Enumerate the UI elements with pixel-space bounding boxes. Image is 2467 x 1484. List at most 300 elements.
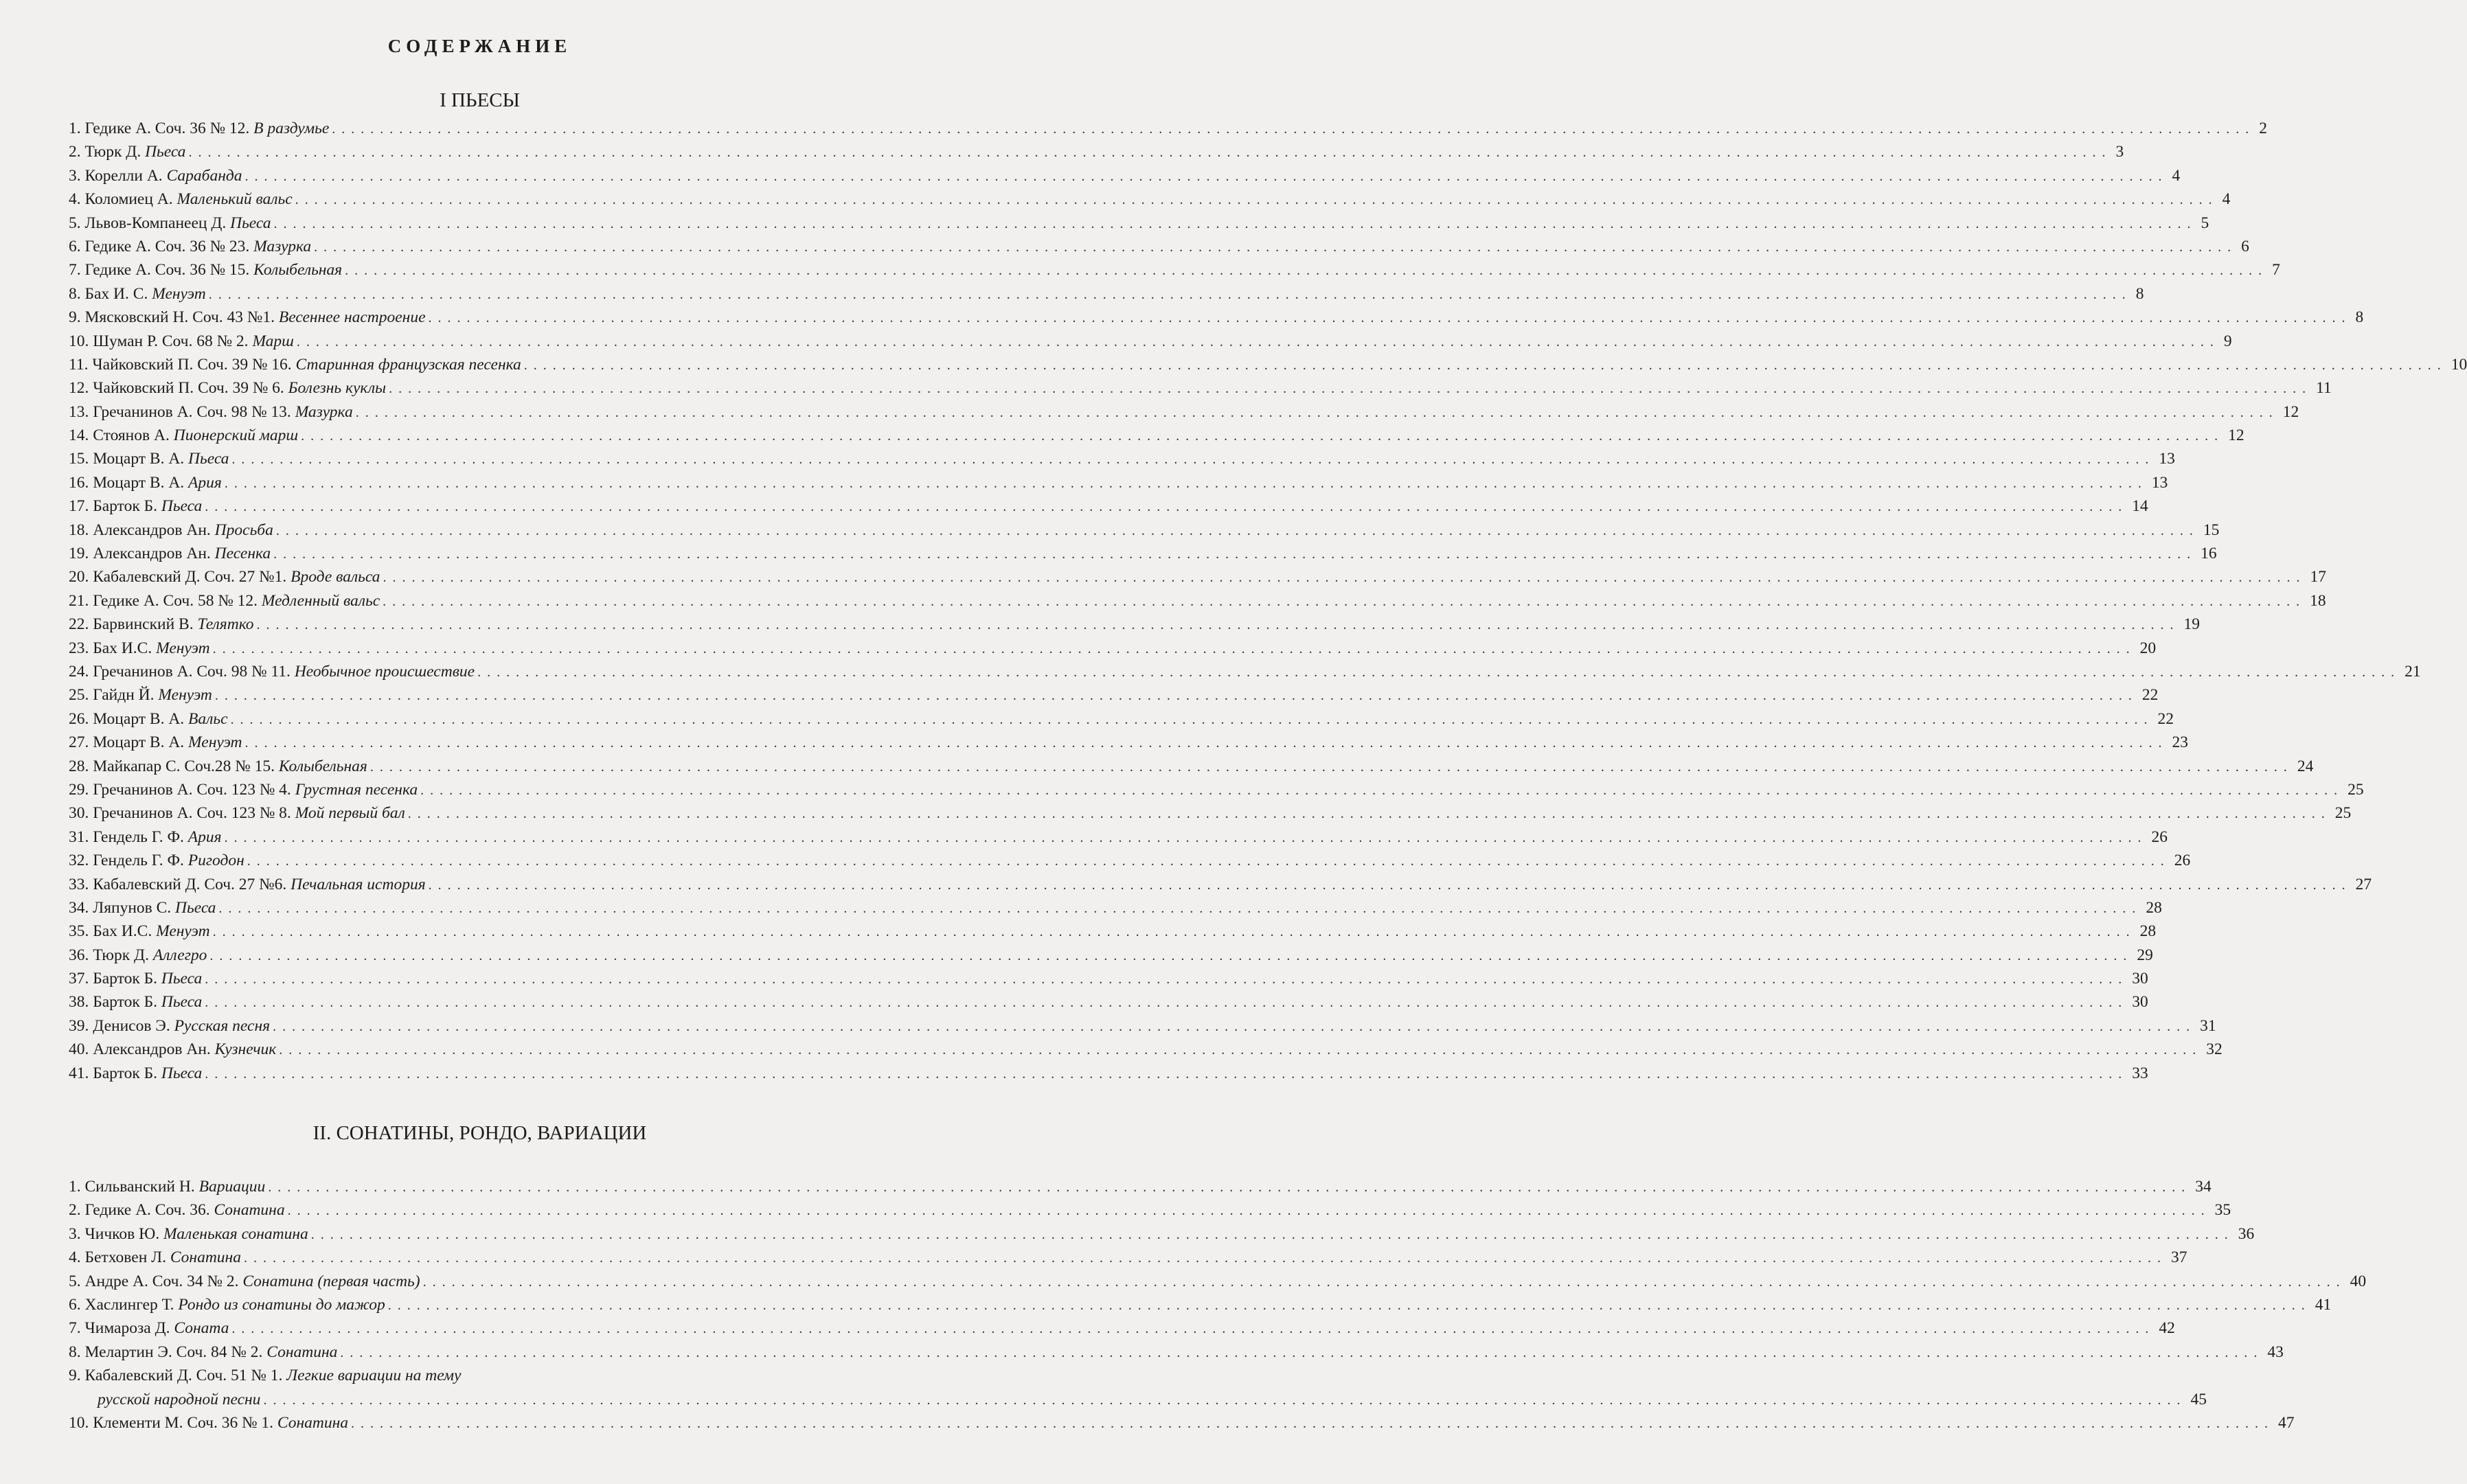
entry-work-title: Телятко [197, 615, 254, 634]
entry-number: 37. [69, 970, 89, 988]
dot-leader: ........................................................................................................................................................................................................ [212, 924, 2136, 940]
toc-entry [69, 589, 2326, 613]
entry-work-title: Сонатина [266, 1343, 338, 1361]
entry-number: 22. [69, 615, 89, 634]
entry-page-number: 23 [2168, 731, 2189, 754]
entry-work-title: Колыбельная [253, 261, 343, 279]
entry-composer: Клементи М. Соч. 36 № 1. [93, 1413, 274, 1432]
entry-composer: Львов-Компанеец Д. [84, 214, 227, 232]
entry-work-title: Пьеса [161, 497, 203, 516]
toc-entry [69, 542, 2217, 565]
dot-leader: ........................................................................................................................................................................................................ [422, 1274, 2346, 1290]
toc-entry [69, 755, 2314, 778]
dot-leader: ........................................................................................................................................................................................................ [273, 216, 2197, 231]
entry-number: 40. [69, 1040, 89, 1059]
entry-number: 18. [69, 521, 89, 539]
dot-leader: ........................................................................................................................................................................................................ [205, 1066, 2128, 1082]
entry-composer: Моцарт В. А. [93, 450, 185, 468]
entry-composer: Тюрк Д. [84, 143, 141, 161]
dot-leader: ........................................................................................................................................................................................................ [355, 404, 2279, 420]
entry-composer: Бах И. С. [84, 284, 148, 303]
entry-number: 4. [69, 190, 81, 209]
entry-number: 19. [69, 545, 89, 563]
dot-leader: ........................................................................................................................................................................................................ [477, 664, 2401, 680]
entry-work-title: Легкие вариации на тему [286, 1367, 462, 1385]
toc-entry [69, 1175, 2212, 1198]
toc-entry [69, 1038, 2222, 1061]
entry-work-title: Маленький вальс [177, 190, 293, 209]
dot-leader: ........................................................................................................................................................................................................ [230, 711, 2154, 727]
entry-composer: Гедике А. Соч. 36 № 23. [84, 237, 250, 255]
toc-entry [69, 1340, 2284, 1364]
entry-composer: Хаслингер Т. [84, 1295, 174, 1314]
entry-number: 20. [69, 568, 89, 586]
toc-entry [69, 258, 2280, 282]
entry-work-title: Вариации [198, 1178, 266, 1196]
toc-entry [69, 424, 2244, 447]
entry-number: 30. [69, 804, 89, 823]
toc-entry [69, 117, 2268, 140]
dot-leader: ........................................................................................................................................................................................................ [428, 310, 2352, 326]
toc-entry [69, 494, 2148, 518]
entry-page-number: 35 [2211, 1198, 2231, 1222]
entry-composer: Барток Б. [93, 993, 157, 1012]
entry-composer: Кабалевский Д. Соч. 27 №1. [93, 568, 287, 586]
entry-number: 1. [69, 1178, 81, 1196]
dot-leader: ........................................................................................................................................................................................................ [523, 357, 2447, 373]
dot-leader: ........................................................................................................................................................................................................ [310, 1226, 2234, 1242]
dot-leader: ........................................................................................................................................................................................................ [268, 1180, 2192, 1195]
dot-leader: ........................................................................................................................................................................................................ [205, 499, 2128, 515]
toc-entry [69, 447, 2175, 470]
entry-number: 4. [69, 1248, 81, 1267]
dot-leader: ........................................................................................................................................................................................................ [188, 145, 2112, 161]
entry-work-title: Пьеса [188, 450, 229, 468]
entry-number: 29. [69, 780, 89, 799]
entry-work-title: Пьеса [175, 898, 216, 917]
entry-composer: Барток Б. [93, 970, 157, 988]
entry-work-title: Сонатина [277, 1413, 349, 1432]
entry-work-title: Пьеса [161, 970, 203, 988]
toc-entry [69, 1062, 2148, 1085]
entry-work-title: Просьба [214, 521, 273, 539]
entry-composer: Мелартин Э. Соч. 84 № 2. [84, 1343, 263, 1361]
entry-page-number: 27 [2352, 873, 2372, 896]
dot-leader: ........................................................................................................................................................................................................ [245, 168, 2168, 184]
entry-number: 17. [69, 497, 89, 516]
entry-composer: Гедике А. Соч. 36 № 12. [84, 119, 250, 137]
entry-page-number: 32 [2202, 1038, 2222, 1061]
entry-page-number: 22 [2138, 683, 2159, 707]
toc-entry [69, 1316, 2175, 1340]
entry-composer: Тюрк Д. [93, 946, 149, 964]
entry-composer: Корелли А. [84, 166, 163, 185]
entry-page-number: 5 [2196, 212, 2209, 235]
entry-work-title: Грустная песенка [295, 780, 418, 799]
entry-composer: Чайковский П. Соч. 39 № 16. [92, 355, 292, 374]
entry-page-number: 45 [2186, 1388, 2207, 1411]
entry-number: 12. [69, 379, 89, 398]
dot-leader: ........................................................................................................................................................................................................ [301, 429, 2225, 444]
toc-list-sonatinas [69, 1175, 2367, 1435]
dot-leader: ........................................................................................................................................................................................................ [351, 1415, 2275, 1431]
dot-leader: ........................................................................................................................................................................................................ [428, 877, 2352, 893]
entry-number: 10. [69, 1413, 89, 1432]
entry-number: 8. [69, 1343, 81, 1361]
dot-leader: ........................................................................................................................................................................................................ [245, 735, 2168, 751]
entry-work-title: русской народной песни [98, 1390, 261, 1408]
entry-page-number: 31 [2196, 1014, 2216, 1038]
entry-page-number: 13 [2155, 447, 2175, 470]
entry-number: 38. [69, 993, 89, 1012]
toc-entry [69, 683, 2159, 707]
entry-page-number: 19 [2180, 613, 2201, 636]
toc-list-pieces [69, 117, 2467, 1085]
entry-number: 31. [69, 827, 89, 846]
entry-work-title: Менуэт [156, 639, 210, 657]
entry-work-title: Менуэт [188, 733, 242, 752]
entry-work-title: Соната [174, 1319, 229, 1338]
entry-number: 2. [69, 143, 81, 161]
dot-leader: ........................................................................................................................................................................................................ [279, 1042, 2203, 1058]
entry-composer: Чичков Ю. [84, 1224, 160, 1243]
entry-number: 23. [69, 639, 89, 657]
toc-entry [69, 1270, 2367, 1293]
dot-leader: ........................................................................................................................................................................................................ [231, 452, 2155, 468]
dot-leader: ........................................................................................................................................................................................................ [209, 948, 2133, 963]
toc-entry [69, 1411, 2295, 1435]
entry-number: 3. [69, 166, 81, 185]
toc-entry [69, 400, 2299, 424]
toc-entry [69, 471, 2168, 494]
entry-number: 36. [69, 946, 89, 964]
entry-page-number: 33 [2128, 1062, 2148, 1085]
dot-leader: ........................................................................................................................................................................................................ [420, 782, 2344, 798]
toc-entry [69, 353, 2467, 376]
entry-page-number: 34 [2191, 1175, 2212, 1198]
entry-page-number: 8 [2132, 282, 2144, 306]
entry-number: 9. [69, 1367, 81, 1385]
toc-entry [69, 235, 2249, 258]
entry-page-number: 3 [2111, 140, 2124, 163]
entry-page-number: 17 [2306, 565, 2326, 589]
entry-composer: Бетховен Л. [84, 1248, 166, 1267]
toc-entry [69, 1293, 2332, 1316]
entry-composer: Стоянов А. [93, 426, 170, 445]
entry-number: 11. [69, 355, 89, 374]
dot-leader: ........................................................................................................................................................................................................ [383, 570, 2306, 586]
entry-page-number: 6 [2237, 235, 2249, 258]
toc-entry [69, 518, 2220, 542]
entry-work-title: Рондо из сонатины до мажор [178, 1295, 385, 1314]
toc-entry [69, 967, 2148, 990]
entry-composer: Гречанинов А. Соч. 123 № 8. [93, 804, 291, 823]
entry-number: 6. [69, 237, 81, 255]
entry-number: 10. [69, 332, 89, 350]
entry-composer: Моцарт В. А. [93, 473, 185, 492]
toc-entry [69, 944, 2153, 967]
dot-leader: ........................................................................................................................................................................................................ [231, 1321, 2155, 1337]
entry-page-number: 36 [2234, 1222, 2255, 1246]
entry-number: 7. [69, 1319, 81, 1338]
toc-entry [69, 282, 2144, 306]
dot-leader: ........................................................................................................................................................................................................ [340, 1345, 2264, 1360]
entry-composer: Гедике А. Соч. 36. [84, 1201, 210, 1220]
entry-composer: Мясковский Н. Соч. 43 №1. [84, 308, 275, 327]
toc-entry [69, 140, 2124, 163]
toc-entry [69, 707, 2174, 731]
entry-work-title: В раздумье [253, 119, 330, 137]
entry-page-number: 10 [2447, 353, 2467, 376]
dot-leader: ........................................................................................................................................................................................................ [287, 1203, 2211, 1219]
entry-page-number: 43 [2263, 1340, 2284, 1364]
entry-number: 2. [69, 1201, 81, 1220]
entry-page-number: 42 [2155, 1316, 2175, 1340]
toc-entry [69, 873, 2372, 896]
entry-work-title: Печальная история [291, 875, 426, 893]
entry-composer: Чимароза Д. [84, 1319, 170, 1338]
entry-page-number: 30 [2128, 990, 2148, 1014]
page-title: СОДЕРЖАНИЕ [387, 36, 572, 56]
entry-composer: Бах И.С. [93, 639, 152, 657]
entry-composer: Коломиец А. [84, 190, 173, 209]
entry-page-number: 25 [2343, 778, 2364, 801]
entry-page-number: 13 [2148, 471, 2168, 494]
entry-composer: Шуман Р. Соч. 68 № 2. [93, 332, 249, 350]
dot-leader: ........................................................................................................................................................................................................ [345, 263, 2269, 279]
entry-composer: Александров Ан. [93, 1040, 211, 1059]
entry-number: 27. [69, 733, 89, 752]
dot-leader: ........................................................................................................................................................................................................ [387, 1297, 2311, 1313]
dot-leader: ........................................................................................................................................................................................................ [224, 475, 2148, 491]
entry-number: 6. [69, 1295, 81, 1314]
entry-composer: Барток Б. [93, 1064, 157, 1082]
entry-composer: Гречанинов А. Соч. 123 № 4. [93, 780, 291, 799]
entry-work-title: Старинная французская песенка [295, 355, 521, 374]
entry-work-title: Аллегро [152, 946, 207, 964]
entry-number: 34. [69, 898, 89, 917]
toc-entry [69, 212, 2209, 235]
entry-number: 1. [69, 119, 81, 137]
entry-work-title: Сарабанда [166, 166, 242, 185]
entry-work-title: Пьеса [161, 993, 203, 1012]
toc-entry [69, 660, 2421, 683]
toc-entry [69, 990, 2148, 1014]
entry-work-title: Сонатина [214, 1201, 285, 1220]
toc-entry [69, 187, 2231, 211]
dot-leader: ........................................................................................................................................................................................................ [383, 593, 2306, 609]
entry-page-number: 4 [2218, 187, 2231, 211]
entry-work-title: Колыбельная [278, 757, 367, 775]
entry-work-title: Песенка [214, 545, 271, 563]
dot-leader: ........................................................................................................................................................................................................ [263, 1392, 2187, 1408]
entry-page-number: 30 [2128, 967, 2148, 990]
entry-composer: Гречанинов А. Соч. 98 № 13. [93, 402, 291, 421]
dot-leader: ........................................................................................................................................................................................................ [332, 122, 2255, 137]
entry-work-title: Сонатина (первая часть) [242, 1272, 420, 1290]
entry-work-title: Ария [188, 473, 222, 492]
entry-composer: Гендель Г. Ф. [93, 852, 184, 870]
entry-composer: Барток Б. [93, 497, 157, 516]
dot-leader: ........................................................................................................................................................................................................ [212, 641, 2136, 657]
entry-work-title: Медленный вальс [261, 591, 380, 610]
dot-leader: ........................................................................................................................................................................................................ [314, 239, 2238, 255]
toc-entry [69, 825, 2168, 849]
entry-number: 28. [69, 757, 89, 775]
dot-leader: ........................................................................................................................................................................................................ [208, 286, 2132, 302]
entry-page-number: 25 [2331, 801, 2352, 825]
entry-composer: Александров Ан. [93, 545, 211, 563]
entry-composer: Гречанинов А. Соч. 98 № 11. [93, 662, 291, 681]
dot-leader: ........................................................................................................................................................................................................ [205, 995, 2128, 1011]
entry-composer: Александров Ан. [93, 521, 211, 539]
entry-number: 26. [69, 709, 89, 728]
entry-composer: Майкапар С. Соч.28 № 15. [93, 757, 275, 775]
dot-leader: ........................................................................................................................................................................................................ [275, 523, 2199, 538]
entry-work-title: Вроде вальса [291, 568, 380, 586]
entry-number: 25. [69, 686, 89, 705]
entry-page-number: 12 [2224, 424, 2244, 447]
entry-page-number: 11 [2312, 376, 2332, 400]
toc-entry [69, 565, 2326, 589]
entry-work-title: Маленькая сонатина [163, 1224, 308, 1243]
entry-page-number: 2 [2255, 117, 2267, 140]
entry-composer: Гендель Г. Ф. [93, 827, 184, 846]
entry-page-number: 15 [2199, 518, 2220, 542]
entry-page-number: 16 [2196, 542, 2217, 565]
entry-composer: Барвинский В. [93, 615, 194, 634]
entry-page-number: 28 [2136, 920, 2157, 943]
dot-leader: ........................................................................................................................................................................................................ [224, 830, 2148, 845]
dot-leader: ........................................................................................................................................................................................................ [247, 854, 2170, 869]
entry-page-number: 8 [2352, 306, 2364, 329]
entry-work-title: Пионерский марш [173, 426, 299, 445]
entry-page-number: 26 [2148, 825, 2168, 849]
entry-page-number: 22 [2154, 707, 2174, 731]
entry-number: 35. [69, 922, 89, 941]
entry-number: 15. [69, 450, 89, 468]
dot-leader: ........................................................................................................................................................................................................ [243, 1251, 2167, 1266]
entry-composer: Денисов Э. [93, 1016, 170, 1035]
toc-entry [69, 920, 2157, 943]
entry-page-number: 18 [2306, 589, 2326, 613]
entry-work-title: Марш [252, 332, 294, 350]
entry-composer: Гедике А. Соч. 36 № 15. [84, 261, 250, 279]
toc-entry [69, 376, 2332, 400]
entry-composer: Кабалевский Д. Соч. 51 № 1. [84, 1367, 283, 1385]
toc-entry [69, 330, 2232, 353]
entry-work-title: Ригодон [187, 852, 245, 870]
entry-work-title: Менуэт [158, 686, 212, 705]
entry-work-title: Болезнь куклы [288, 379, 387, 398]
entry-number: 21. [69, 591, 89, 610]
entry-number: 3. [69, 1224, 81, 1243]
entry-page-number: 24 [2293, 755, 2314, 778]
dot-leader: ........................................................................................................................................................................................................ [370, 759, 2293, 775]
entry-page-number: 47 [2274, 1411, 2295, 1435]
entry-composer: Бах И.С. [93, 922, 152, 941]
entry-page-number: 4 [2168, 164, 2181, 187]
entry-number: 41. [69, 1064, 89, 1082]
toc-entry [69, 164, 2181, 187]
entry-composer: Чайковский П. Соч. 39 № 6. [93, 379, 284, 398]
entry-number: 5. [69, 1272, 81, 1290]
entry-work-title: Весеннее настроение [278, 308, 426, 327]
entry-page-number: 7 [2268, 258, 2280, 282]
entry-work-title: Менуэт [156, 922, 210, 941]
entry-work-title: Вальс [188, 709, 228, 728]
entry-composer: Гедике А. Соч. 58 № 12. [93, 591, 258, 610]
entry-page-number: 41 [2311, 1293, 2332, 1316]
dot-leader: ........................................................................................................................................................................................................ [296, 334, 2220, 350]
toc-entry [69, 801, 2352, 825]
toc-entry [69, 613, 2201, 636]
entry-composer: Гайдн Й. [93, 686, 155, 705]
entry-composer: Моцарт В. А. [93, 709, 185, 728]
toc-entry [69, 637, 2157, 660]
entry-page-number: 37 [2167, 1246, 2187, 1269]
dot-leader: ........................................................................................................................................................................................................ [273, 547, 2197, 562]
entry-work-title: Кузнечик [214, 1040, 277, 1059]
toc-entry [69, 731, 2189, 754]
entry-composer: Андре А. Соч. 34 № 2. [84, 1272, 239, 1290]
entry-work-title: Пьеса [230, 214, 271, 232]
entry-work-title: Русская песня [174, 1016, 271, 1035]
entry-work-title: Пьеса [145, 143, 186, 161]
dot-leader: ........................................................................................................................................................................................................ [205, 972, 2128, 988]
dot-leader: ........................................................................................................................................................................................................ [218, 900, 2142, 916]
entry-number: 24. [69, 662, 89, 681]
entry-number: 33. [69, 875, 89, 893]
toc-entry [69, 1014, 2216, 1038]
toc-entry [69, 306, 2364, 329]
entry-number: 32. [69, 852, 89, 870]
entry-work-title: Мой первый бал [295, 804, 405, 823]
entry-work-title: Менуэт [152, 284, 206, 303]
entry-page-number: 12 [2279, 400, 2299, 424]
toc-entry [69, 896, 2162, 920]
entry-work-title: Пьеса [161, 1064, 203, 1082]
toc-entry [69, 1388, 2207, 1411]
dot-leader: ........................................................................................................................................................................................................ [295, 192, 2218, 208]
toc-entry [69, 1222, 2255, 1246]
toc-entry [69, 849, 2191, 872]
dot-leader: ........................................................................................................................................................................................................ [407, 806, 2331, 822]
entry-page-number: 40 [2346, 1270, 2367, 1293]
section-heading-pieces: I ПЬЕСЫ [440, 89, 520, 111]
entry-number: 39. [69, 1016, 89, 1035]
toc-entry [69, 1246, 2187, 1269]
entry-work-title: Ария [187, 827, 222, 846]
entry-work-title: Мазурка [253, 237, 312, 255]
entry-page-number: 29 [2133, 944, 2153, 967]
entry-number: 7. [69, 261, 81, 279]
entry-work-title: Сонатина [170, 1248, 241, 1267]
dot-leader: ........................................................................................................................................................................................................ [389, 381, 2312, 397]
entry-page-number: 28 [2141, 896, 2162, 920]
entry-page-number: 9 [2220, 330, 2232, 353]
entry-number: 13. [69, 402, 89, 421]
entry-page-number: 21 [2400, 660, 2421, 683]
entry-composer: Моцарт В. А. [93, 733, 185, 752]
dot-leader: ........................................................................................................................................................................................................ [273, 1018, 2196, 1034]
toc-entry [69, 1364, 890, 1387]
toc-entry [69, 778, 2364, 801]
entry-composer: Ляпунов С. [93, 898, 172, 917]
entry-composer: Кабалевский Д. Соч. 27 №6. [93, 875, 287, 893]
entry-number: 9. [69, 308, 81, 327]
toc-entry [69, 1198, 2231, 1222]
